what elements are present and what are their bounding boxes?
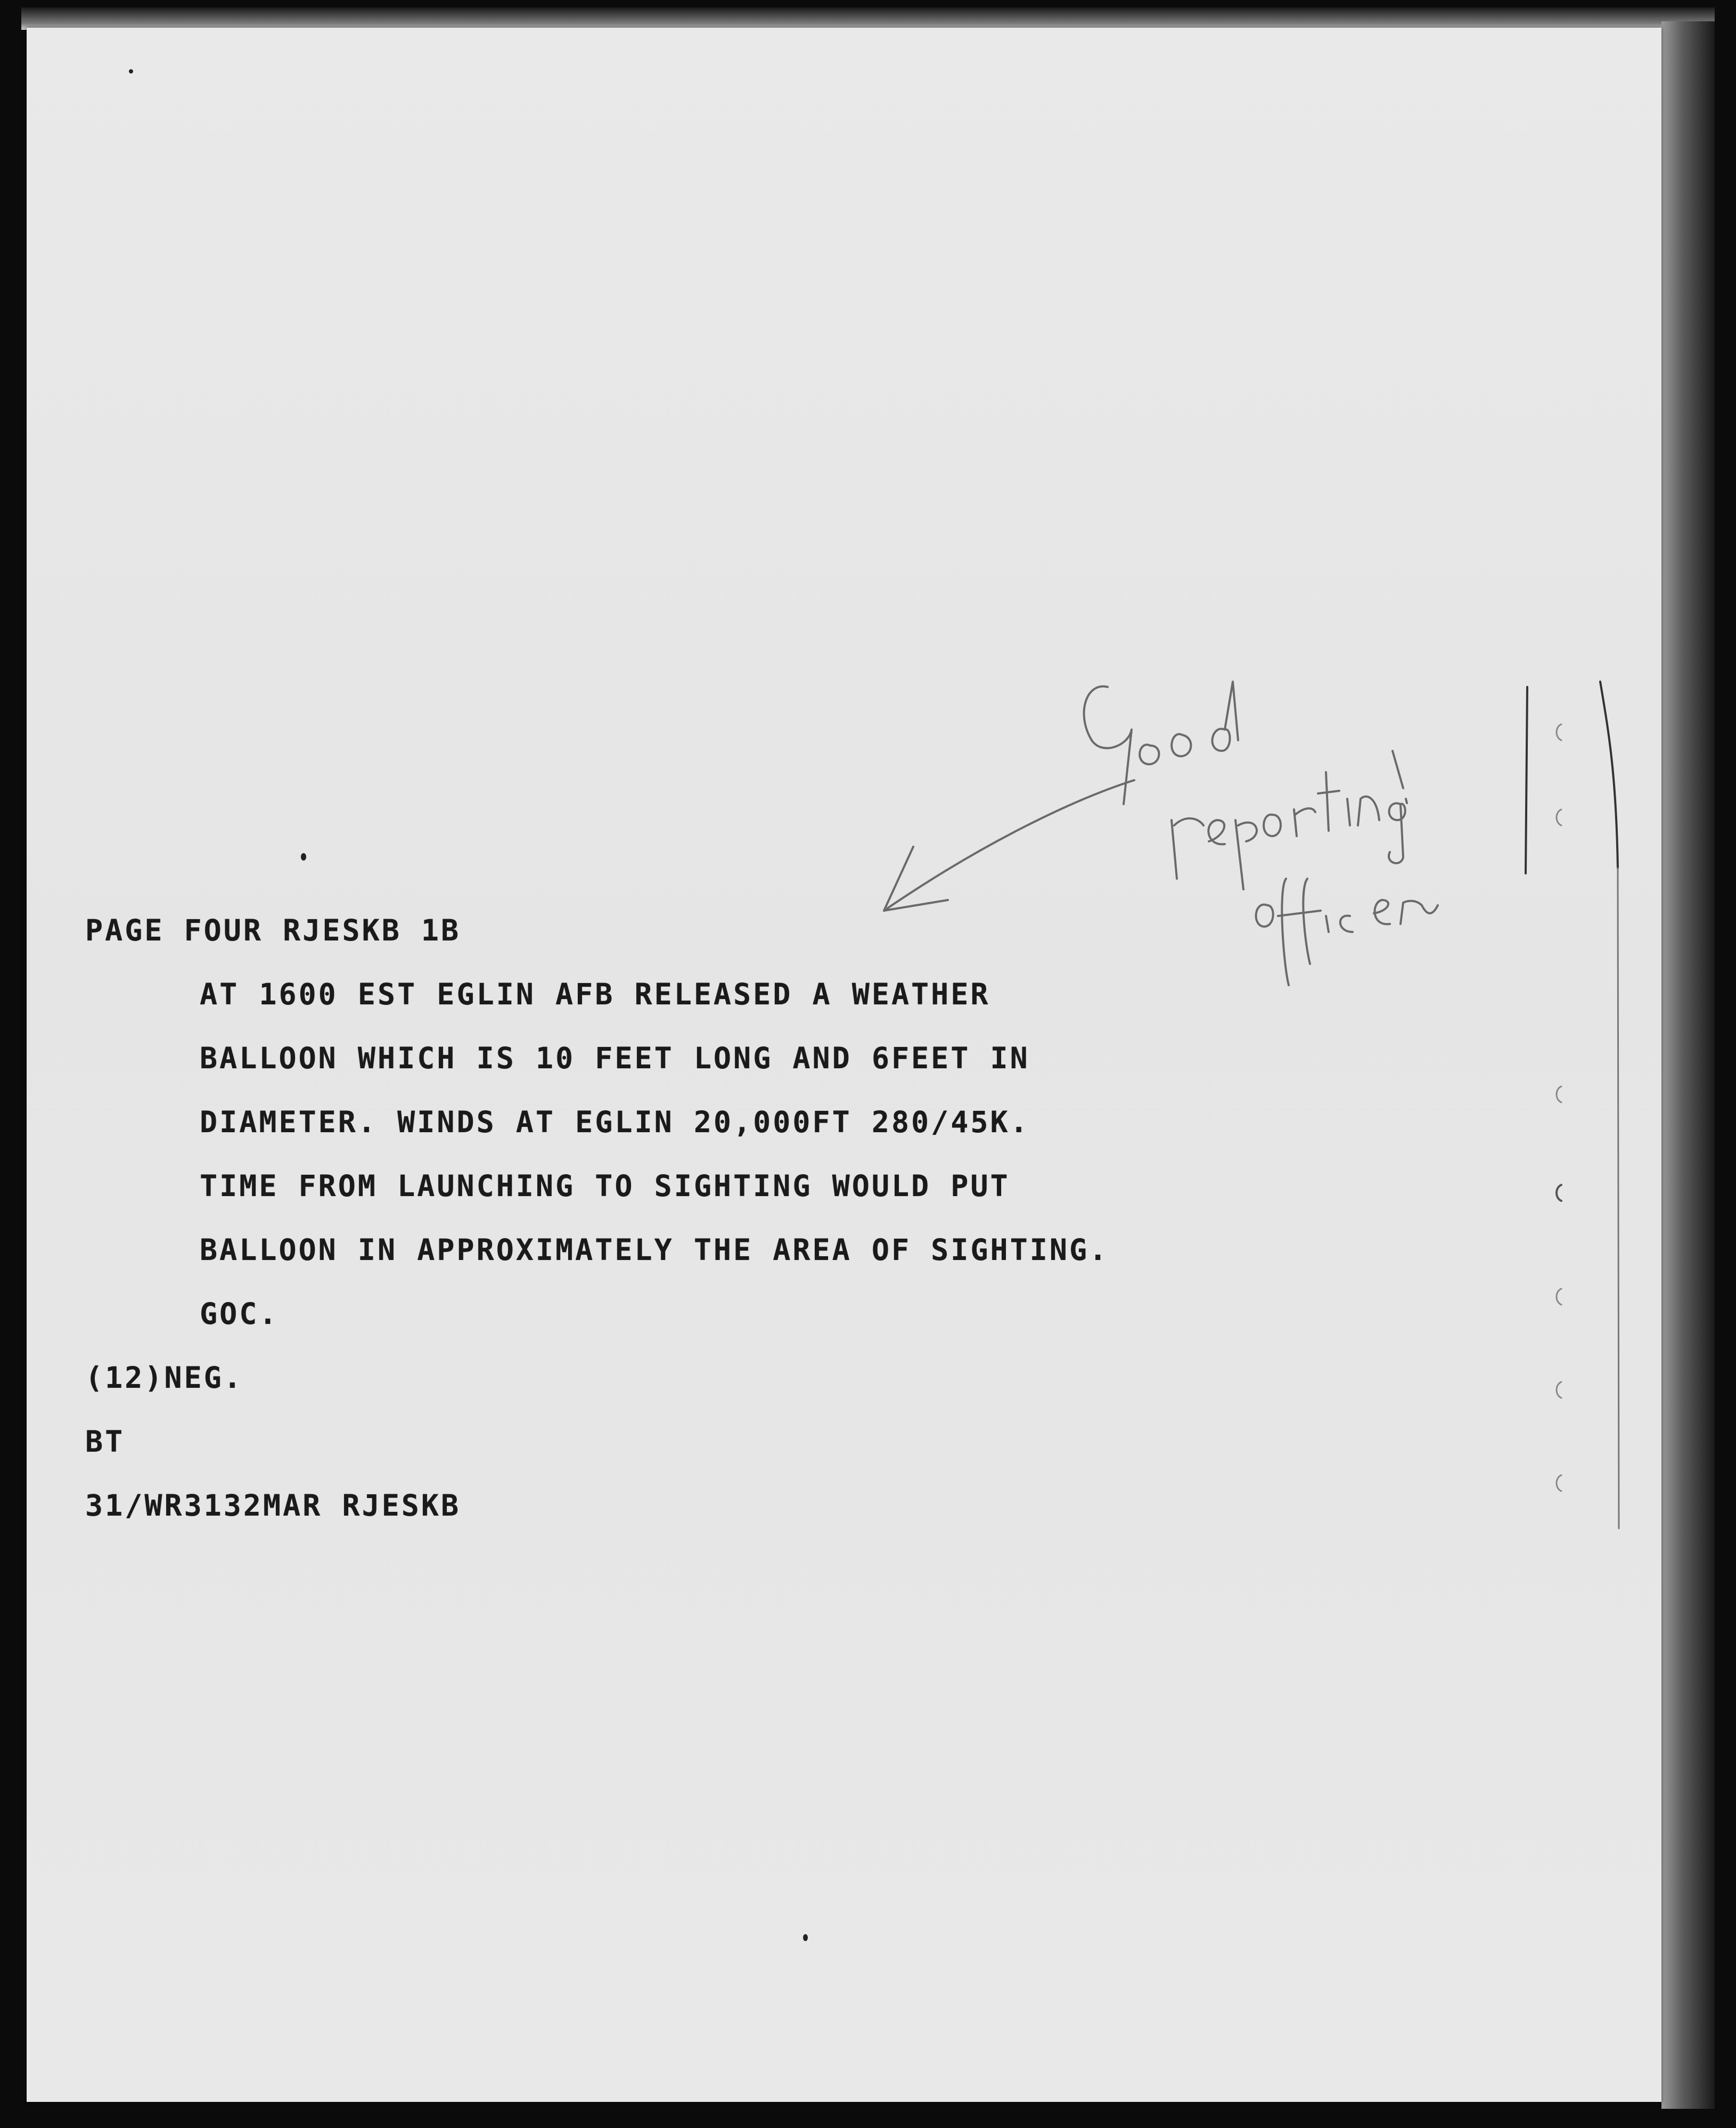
break-line: BT bbox=[85, 1425, 125, 1459]
body-line-5: BALLOON IN APPROXIMATELY THE AREA OF SIGHTING. bbox=[200, 1233, 1109, 1267]
dust-speck bbox=[301, 853, 306, 861]
footer-line: 31/WR3132MAR RJESKB bbox=[85, 1488, 461, 1523]
dust-speck bbox=[129, 69, 133, 73]
body-line-6: GOC. bbox=[200, 1297, 279, 1331]
item-12-line: (12)NEG. bbox=[85, 1361, 243, 1395]
body-line-4: TIME FROM LAUNCHING TO SIGHTING WOULD PUT bbox=[200, 1169, 1010, 1203]
dust-speck bbox=[803, 1934, 808, 1941]
margin-marks bbox=[1502, 666, 1651, 1544]
bracket-line-left bbox=[1526, 687, 1527, 873]
body-line-3: DIAMETER. WINDS AT EGLIN 20,000FT 280/45K. bbox=[200, 1105, 1030, 1139]
scan-top-edge bbox=[21, 7, 1715, 30]
page-header-line: PAGE FOUR RJESKB 1B bbox=[85, 913, 461, 947]
body-line-1: AT 1600 EST EGLIN AFB RELEASED A WEATHER bbox=[200, 977, 990, 1011]
bracket-line-right bbox=[1600, 682, 1618, 868]
arrow-shaft bbox=[884, 780, 1134, 911]
body-line-2: BALLOON WHICH IS 10 FEET LONG AND 6FEET IN bbox=[200, 1041, 1030, 1075]
teletype-page bbox=[27, 28, 1661, 2102]
scan-right-edge bbox=[1661, 21, 1715, 2109]
